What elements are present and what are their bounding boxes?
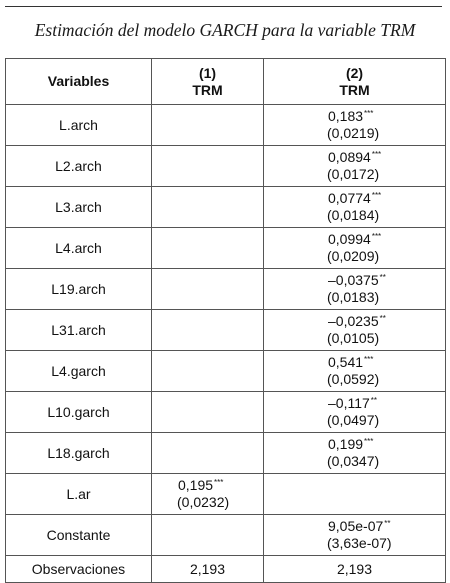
coefficient-cell-model-1: [152, 146, 264, 187]
coefficient-value: [264, 354, 445, 371]
observations-row: [6, 556, 446, 583]
top-rule: [5, 6, 442, 7]
header-row: [6, 59, 446, 105]
coefficient-number: 9,05e-07: [328, 518, 384, 534]
variable-name: Constante: [6, 515, 152, 556]
standard-error: (0,0183): [327, 289, 380, 305]
table-row: [6, 269, 446, 310]
variable-name: L.ar: [6, 474, 152, 515]
variable-name: L19.arch: [6, 269, 152, 310]
coefficient-cell-model-1: [152, 310, 264, 351]
coefficient-value: [264, 108, 445, 125]
significance-stars: ***: [371, 191, 382, 200]
significance-stars: **: [370, 396, 378, 405]
coefficient-value: [152, 477, 263, 494]
standard-error: (0,0347): [327, 453, 380, 469]
variable-name: L31.arch: [6, 310, 152, 351]
standard-error: (0,0592): [327, 371, 380, 387]
table-caption: Estimación del modelo GARCH para la variable TRM: [34, 20, 416, 40]
header-model-2-name: TRM: [339, 81, 370, 98]
coefficient-cell-model-1: [152, 392, 264, 433]
header-model-1: [152, 59, 264, 105]
observations-model-2: 2,193: [264, 556, 446, 583]
coefficient-cell-model-2: [264, 228, 446, 269]
table-row: [6, 228, 446, 269]
significance-stars: **: [379, 314, 386, 323]
header-variables: Variables: [6, 59, 152, 105]
table-row: [6, 351, 446, 392]
coefficient-cell-model-2: [264, 351, 446, 392]
significance-stars: **: [379, 273, 386, 282]
variable-name: L4.garch: [6, 351, 152, 392]
significance-stars: ***: [371, 232, 382, 241]
observations-label: Observaciones: [6, 556, 152, 583]
coefficient-value: [264, 395, 445, 412]
table-row: [6, 392, 446, 433]
standard-error: (0,0219): [327, 125, 380, 141]
coefficient-cell-model-2: [264, 269, 446, 310]
table-row: [6, 146, 446, 187]
coefficient-value: [264, 190, 445, 207]
variable-name: L3.arch: [6, 187, 152, 228]
observations-model-1: 2,193: [152, 556, 264, 583]
coefficient-cell-model-1: [152, 433, 264, 474]
table-row: [6, 310, 446, 351]
coefficient-cell-model-2: [264, 105, 446, 146]
coefficient-number: 0,0774: [328, 190, 371, 206]
table-row: [6, 515, 446, 556]
table-body: [6, 105, 446, 556]
coefficient-cell-model-2: [264, 474, 446, 515]
coefficient-cell-model-1: [152, 269, 264, 310]
coefficient-number: 0,541: [328, 354, 364, 370]
variable-name: L.arch: [6, 105, 152, 146]
variable-name: L4.arch: [6, 228, 152, 269]
coefficient-cell-model-1: [152, 515, 264, 556]
coefficient-cell-model-2: [264, 392, 446, 433]
coefficient-cell-model-2: [264, 433, 446, 474]
coefficient-value: [264, 313, 445, 330]
table-row: [6, 105, 446, 146]
coefficient-cell-model-2: [264, 146, 446, 187]
table-row: [6, 474, 446, 515]
coefficient-cell-model-2: [264, 310, 446, 351]
significance-stars: ***: [364, 109, 374, 118]
significance-stars: ***: [371, 150, 382, 159]
header-model-1-name: TRM: [192, 81, 223, 98]
standard-error: (0,0172): [327, 166, 380, 182]
header-model-2: [264, 59, 446, 105]
standard-error: (3,63e-07): [327, 535, 392, 551]
coefficient-cell-model-1: [152, 474, 264, 515]
coefficient-value: [264, 436, 445, 453]
variable-name: L2.arch: [6, 146, 152, 187]
header-model-1-number: (1): [198, 64, 217, 81]
standard-error: (0,0105): [327, 330, 380, 346]
coefficient-value: [264, 231, 445, 248]
variable-name: L10.garch: [6, 392, 152, 433]
coefficient-number: –0,0235: [328, 313, 379, 329]
significance-stars: ***: [364, 355, 374, 364]
significance-stars: ***: [214, 478, 224, 487]
coefficient-cell-model-2: [264, 515, 446, 556]
significance-stars: ***: [364, 437, 374, 446]
coefficient-number: 0,195: [178, 477, 214, 493]
coefficient-cell-model-1: [152, 105, 264, 146]
coefficient-number: –0,117: [328, 395, 370, 411]
standard-error: (0,0232): [177, 494, 230, 510]
table-row: [6, 187, 446, 228]
coefficient-value: [264, 272, 445, 289]
coefficient-number: 0,0894: [328, 149, 371, 165]
standard-error: (0,0497): [327, 412, 380, 428]
table-row: [6, 433, 446, 474]
variable-name: L18.garch: [6, 433, 152, 474]
garch-estimation-table: [5, 58, 446, 583]
standard-error: (0,0209): [327, 248, 380, 264]
coefficient-number: –0,0375: [328, 272, 379, 288]
coefficient-cell-model-1: [152, 228, 264, 269]
coefficient-value: [264, 518, 445, 535]
coefficient-cell-model-1: [152, 187, 264, 228]
coefficient-number: 0,199: [328, 436, 364, 452]
coefficient-cell-model-2: [264, 187, 446, 228]
significance-stars: **: [384, 519, 391, 528]
standard-error: (0,0184): [327, 207, 380, 223]
coefficient-value: [264, 149, 445, 166]
header-model-2-number: (2): [345, 64, 364, 81]
coefficient-number: 0,0994: [328, 231, 371, 247]
coefficient-number: 0,183: [328, 108, 364, 124]
coefficient-cell-model-1: [152, 351, 264, 392]
